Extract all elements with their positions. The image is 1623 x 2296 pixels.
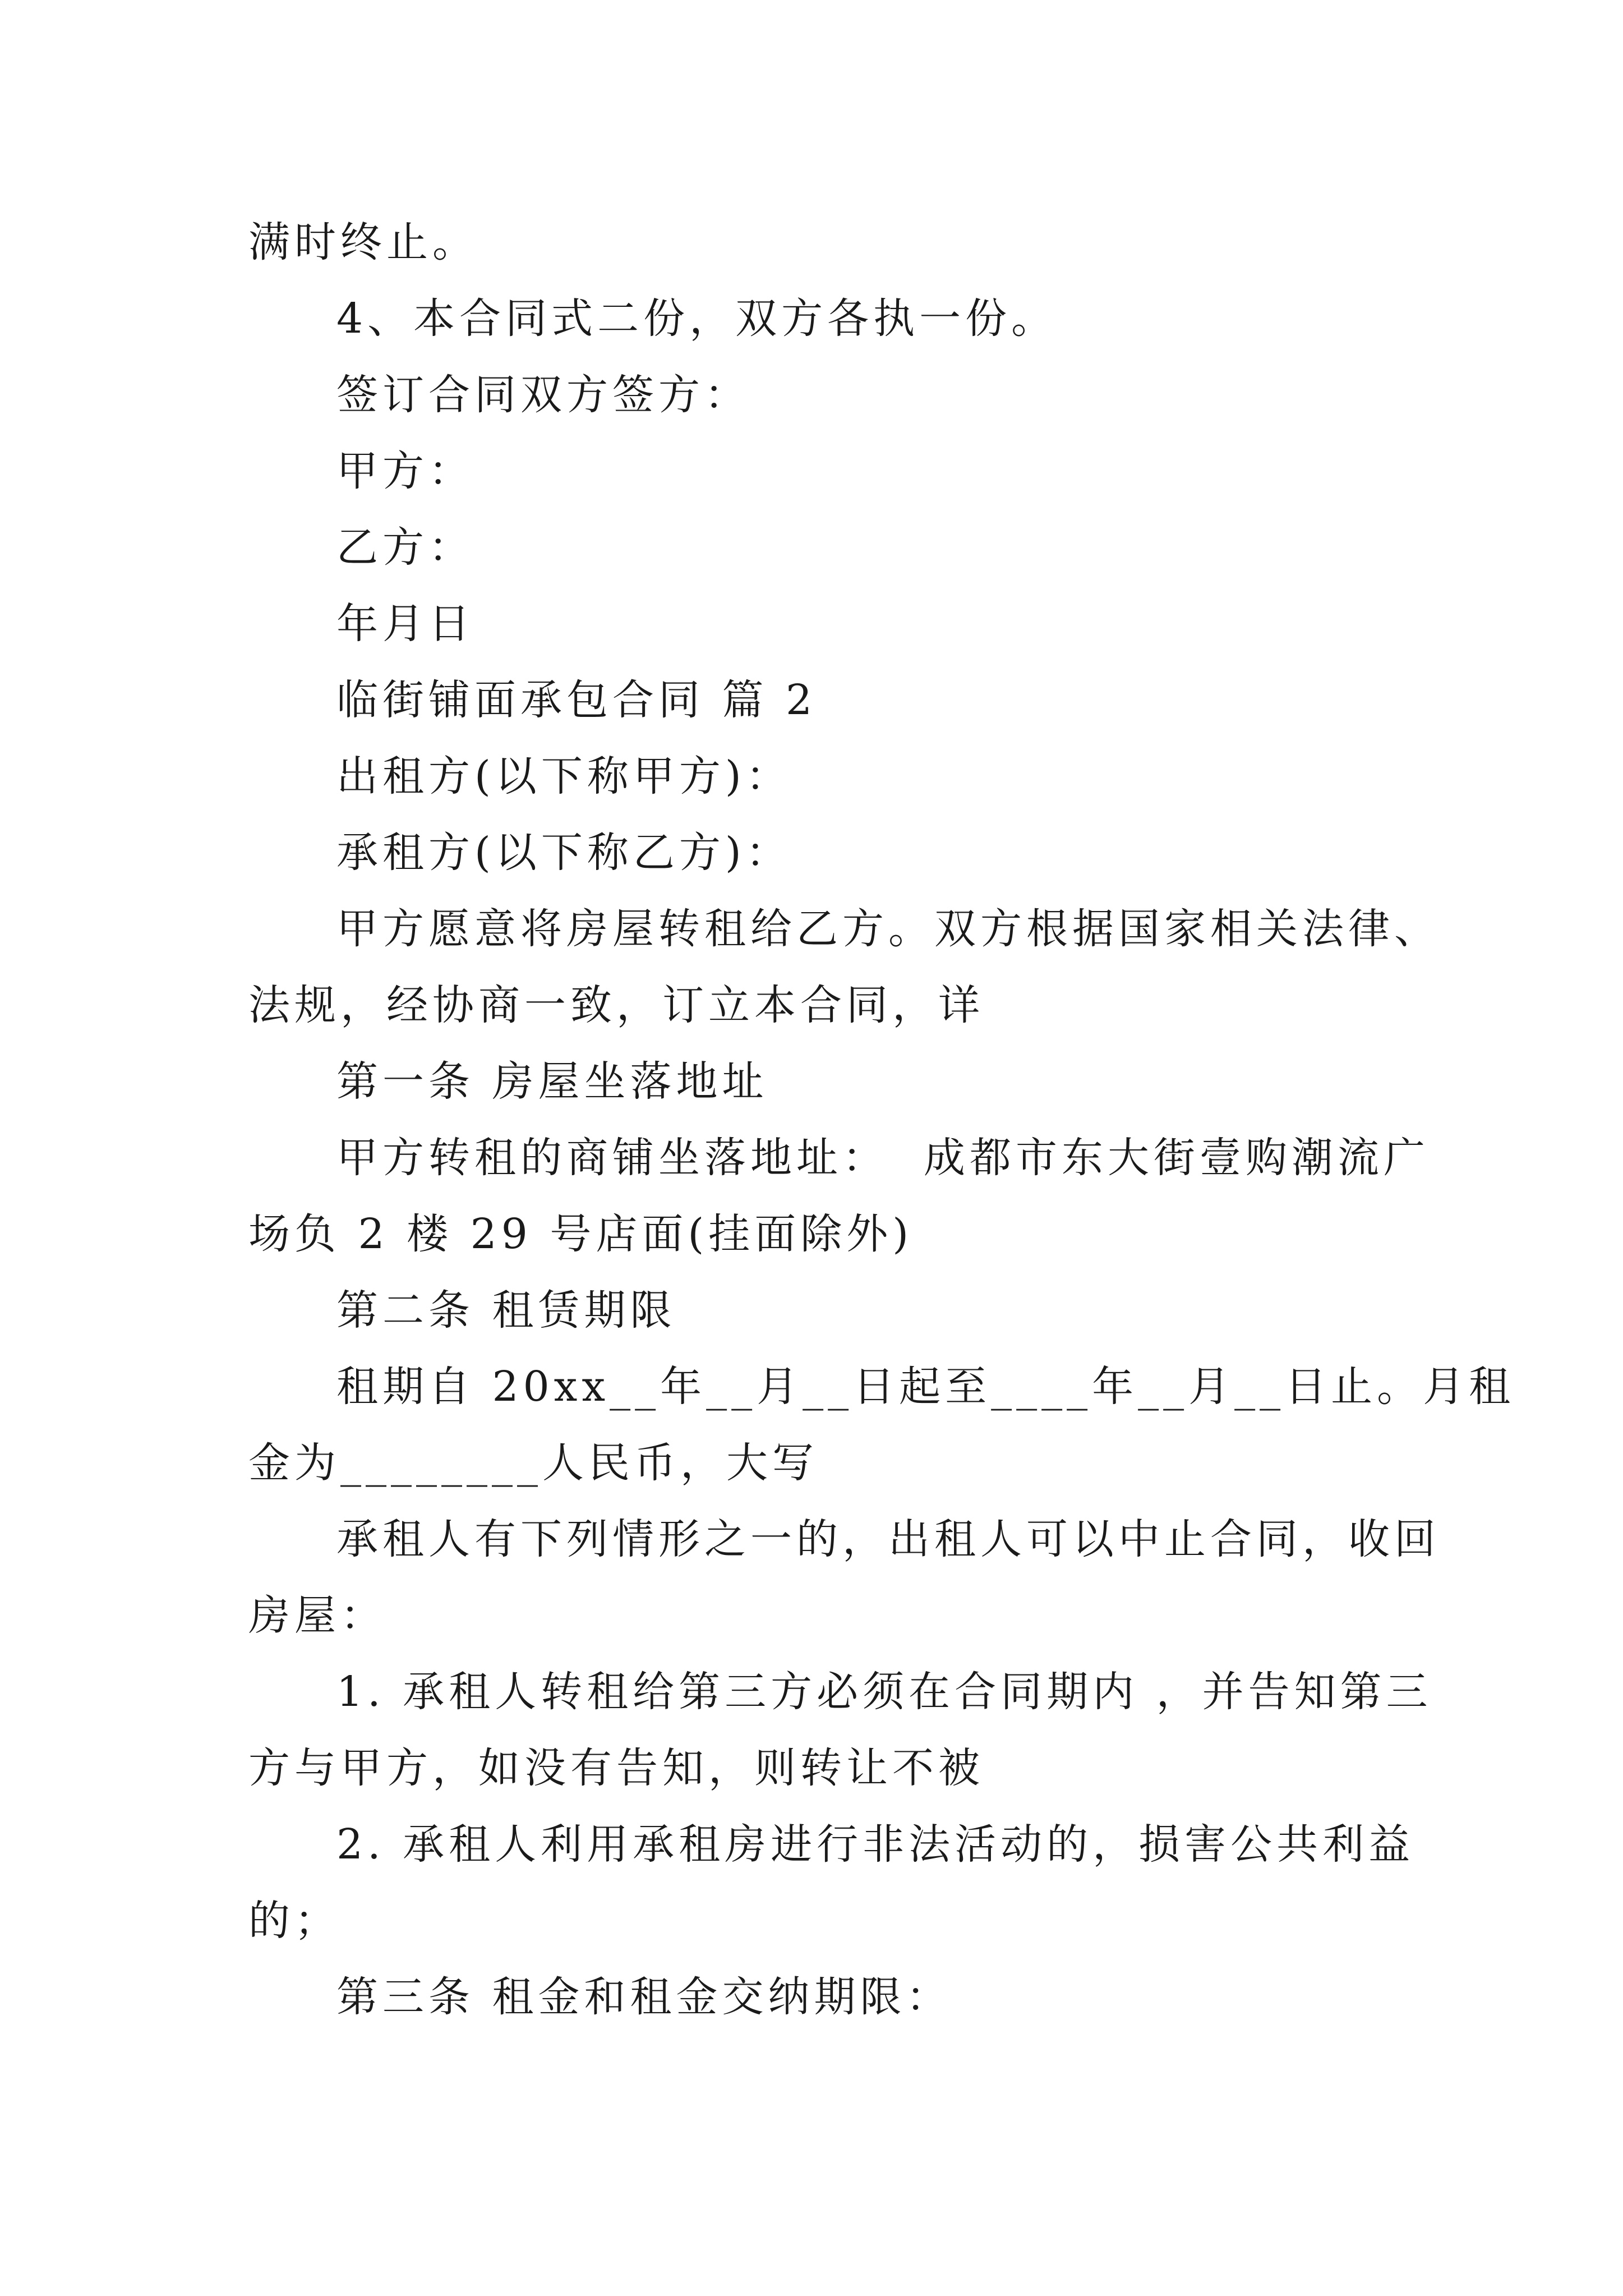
text-line: 出租方(以下称甲方)： (336, 752, 792, 800)
text-line: 承租方(以下称乙方)： (336, 829, 792, 877)
text-line: 金为________人民币，大写 (248, 1439, 818, 1487)
text-line: 场负 2 楼 29 号店面(挂面除外) (248, 1210, 914, 1258)
text-line: 满时终止。 (248, 218, 478, 266)
article-heading: 第三条 租金和租金交纳期限： (336, 1973, 952, 2021)
article-heading: 第一条 房屋坐落地址 (336, 1057, 768, 1106)
text-line: 的； (248, 1897, 340, 1945)
text-line: 承租人有下列情形之一的，出租人可以中止合同，收回 (336, 1515, 1440, 1563)
text-line: 租期自 20xx__年__月__日起至____年__月__日止。月租 (336, 1363, 1515, 1411)
section-heading: 临街铺面承包合同 篇 2 (336, 676, 817, 724)
text-line: 甲方： (336, 447, 474, 495)
text-line: 年月日 (336, 600, 474, 648)
text-line: 4、本合同式二份，双方各执一份。 (336, 295, 1058, 343)
text-line: 2. 承租人利用承租房进行非法活动的，损害公共利益 (336, 1820, 1415, 1869)
text-line: 方与甲方，如没有告知，则转让不被 (248, 1744, 984, 1792)
text-line: 法规，经协商一致，订立本合同，详 (248, 981, 984, 1029)
text-line: 甲方转租的商铺坐落地址： 成都市东大街壹购潮流广 (336, 1134, 1430, 1182)
text-line: 甲方愿意将房屋转租给乙方。双方根据国家相关法律、 (336, 905, 1440, 953)
text-line: 房屋： (248, 1591, 386, 1640)
text-line: 签订合同双方签方： (336, 371, 750, 419)
article-heading: 第二条 租赁期限 (336, 1286, 676, 1335)
text-line: 1. 承租人转租给第三方必须在合同期内 ，并告知第三 (336, 1668, 1432, 1716)
text-line: 乙方： (336, 523, 474, 572)
